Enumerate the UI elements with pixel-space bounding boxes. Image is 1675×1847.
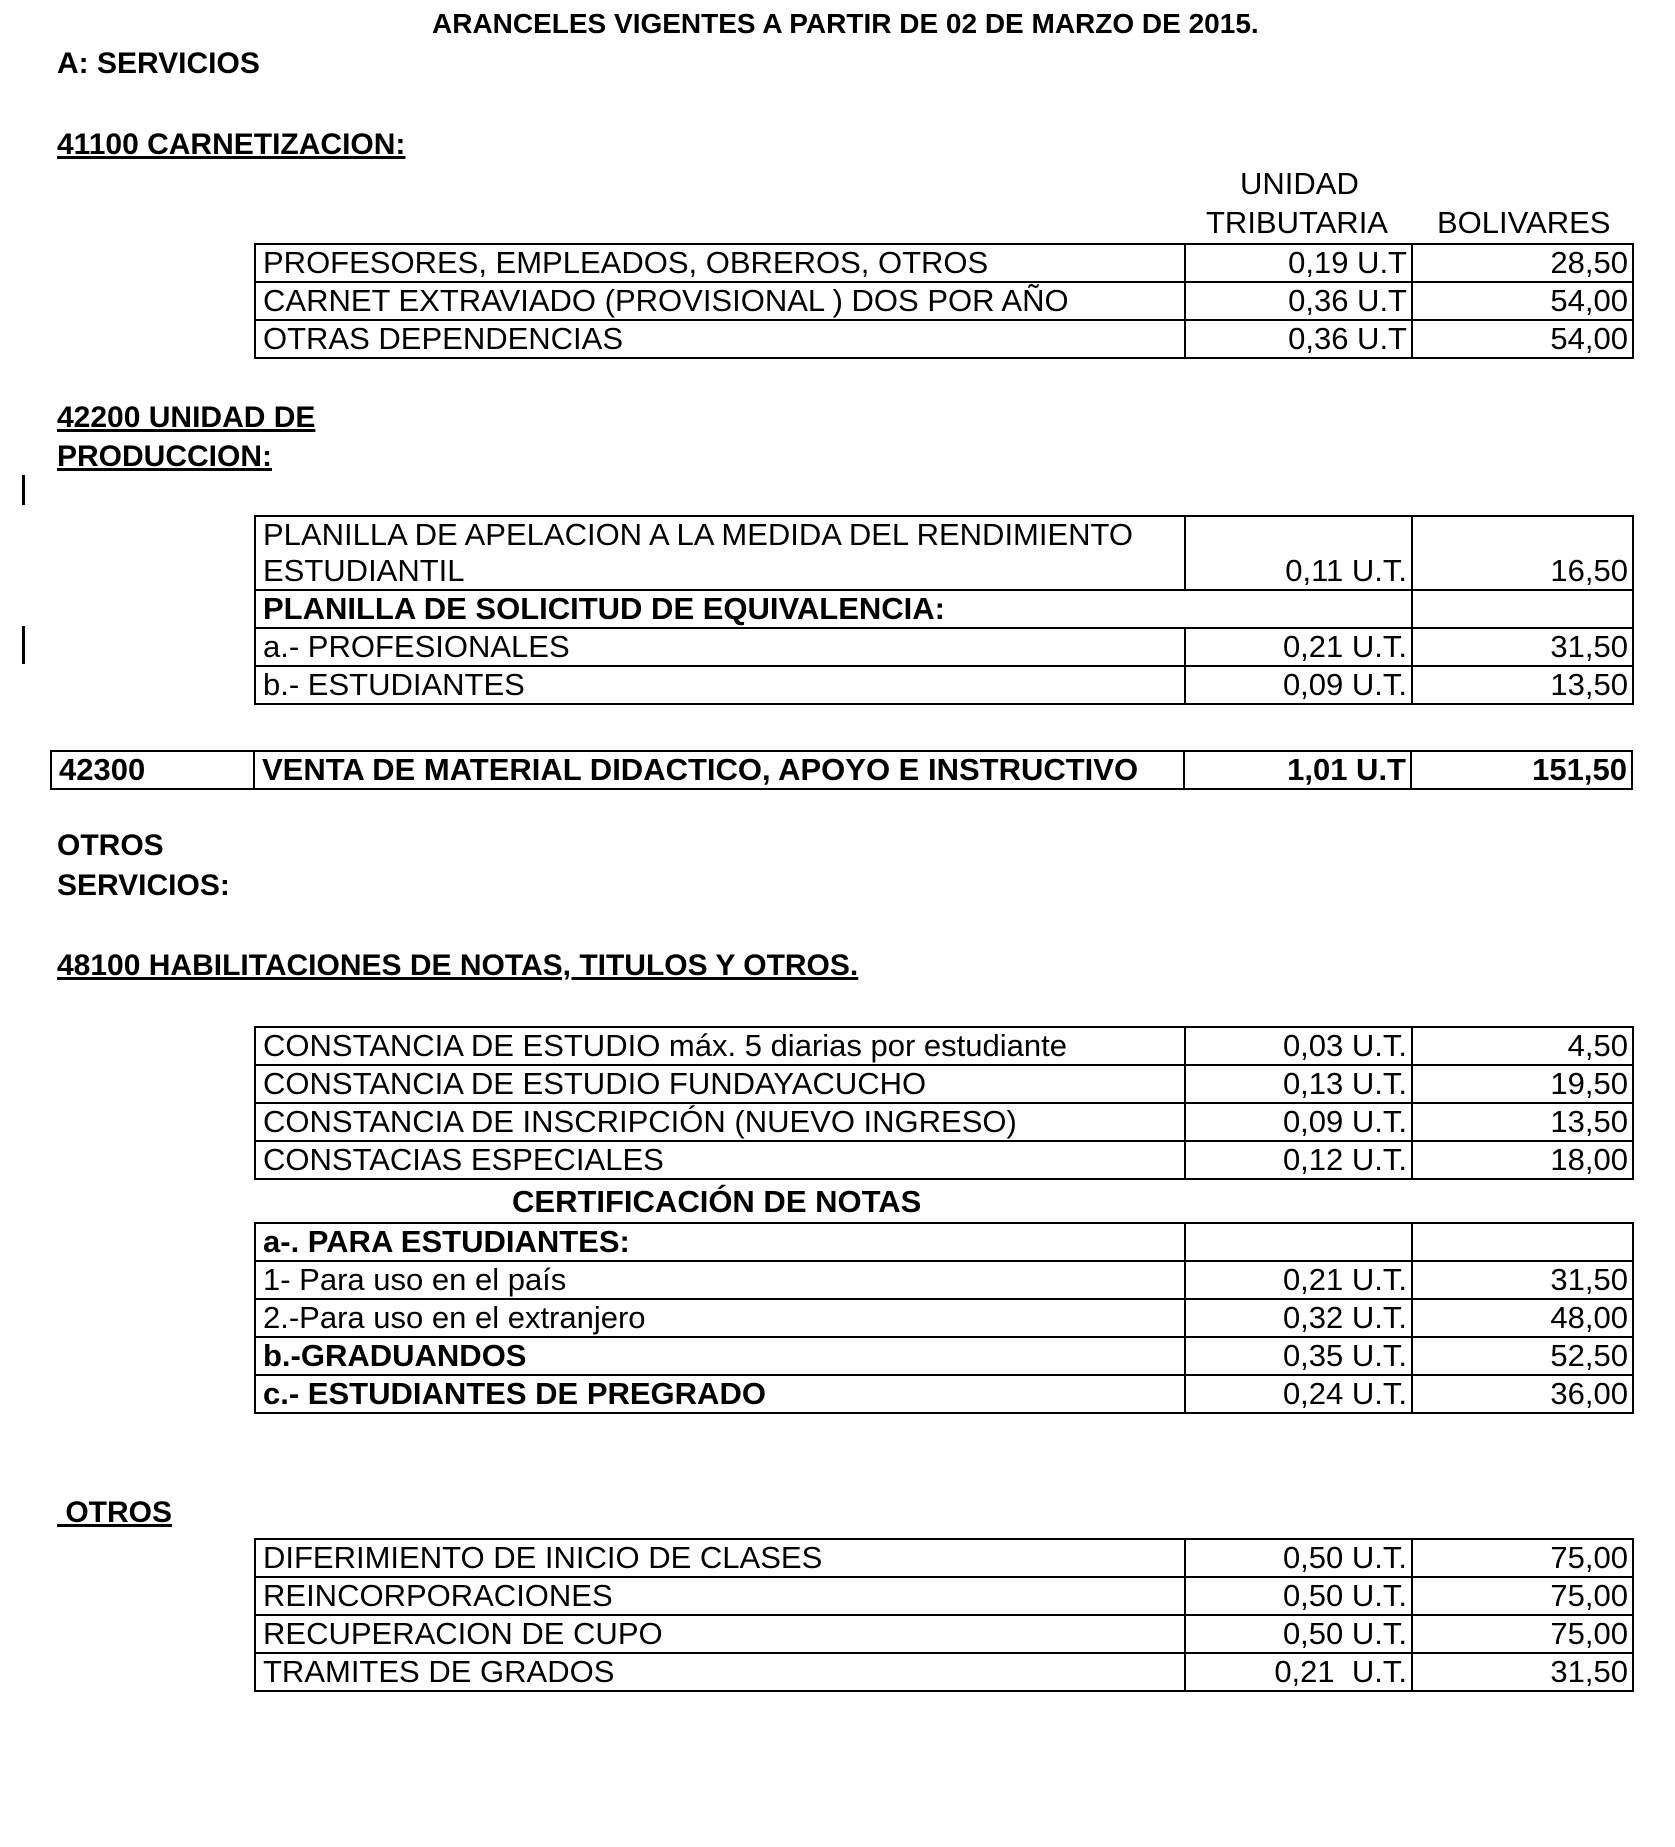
empty-cell <box>1412 1223 1633 1261</box>
empty-cell <box>1185 1223 1412 1261</box>
row-label: CONSTANCIA DE ESTUDIO máx. 5 diarias por estudiante <box>255 1027 1185 1065</box>
row-bs: 19,50 <box>1412 1065 1633 1103</box>
row-ut: 0,50 U.T. <box>1185 1615 1412 1653</box>
table-row <box>255 628 1633 666</box>
row-ut: 0,21 U.T. <box>1185 1653 1412 1691</box>
row-label: RECUPERACION DE CUPO <box>255 1615 1185 1653</box>
column-header-unidad: UNIDAD <box>1240 166 1359 201</box>
table-row <box>255 244 1633 282</box>
table-row <box>255 666 1633 704</box>
table-row <box>255 1577 1633 1615</box>
row-bs: 4,50 <box>1412 1027 1633 1065</box>
row-label: CONSTACIAS ESPECIALES <box>255 1141 1185 1179</box>
column-header-bolivares: BOLIVARES <box>1437 205 1611 240</box>
material-bs: 151,50 <box>1411 751 1632 789</box>
table-row <box>255 1027 1633 1065</box>
otros-servicios-line2: SERVICIOS: <box>57 869 230 902</box>
otros-table <box>254 1538 1634 1692</box>
row-bs: 31,50 <box>1412 1653 1633 1691</box>
row-label: c.- ESTUDIANTES DE PREGRADO <box>255 1375 1185 1413</box>
table-row <box>255 516 1633 590</box>
row-ut: 0,09 U.T. <box>1185 666 1412 704</box>
table-row <box>255 1103 1633 1141</box>
row-ut: 0,11 U.T. <box>1185 516 1412 590</box>
row-label: CARNET EXTRAVIADO (PROVISIONAL ) DOS POR AÑO <box>255 282 1185 320</box>
table-row <box>255 1615 1633 1653</box>
scan-mark <box>22 475 25 505</box>
row-label: b.-GRADUANDOS <box>255 1337 1185 1375</box>
row-label: b.- ESTUDIANTES <box>255 666 1185 704</box>
table-row <box>255 1299 1633 1337</box>
otros-servicios-line1: OTROS <box>57 829 164 862</box>
row-ut: 0,35 U.T. <box>1185 1337 1412 1375</box>
row-ut: 0,32 U.T. <box>1185 1299 1412 1337</box>
row-bs: 28,50 <box>1412 244 1633 282</box>
table-row <box>255 1261 1633 1299</box>
table-row <box>255 1065 1633 1103</box>
section-a-heading: A: SERVICIOS <box>57 47 260 80</box>
column-header-tributaria: TRIBUTARIA <box>1206 205 1388 240</box>
row-bs: 75,00 <box>1412 1539 1633 1577</box>
produccion-heading-line1: 42200 UNIDAD DE <box>57 401 316 434</box>
table-row <box>255 320 1633 358</box>
row-ut: 0,12 U.T. <box>1185 1141 1412 1179</box>
row-ut: 0,09 U.T. <box>1185 1103 1412 1141</box>
row-label: a.- PROFESIONALES <box>255 628 1185 666</box>
carnetizacion-heading: 41100 CARNETIZACION: <box>57 128 406 161</box>
row-bs: 48,00 <box>1412 1299 1633 1337</box>
produccion-table <box>254 515 1634 705</box>
produccion-heading-line2: PRODUCCION: <box>57 440 272 473</box>
row-ut: 0,19 U.T <box>1185 244 1412 282</box>
equivalencia-label: PLANILLA DE SOLICITUD DE EQUIVALENCIA: <box>255 590 1185 628</box>
row-label: PROFESORES, EMPLEADOS, OBREROS, OTROS <box>255 244 1185 282</box>
row-ut: 0,24 U.T. <box>1185 1375 1412 1413</box>
row-ut: 0,21 U.T. <box>1185 628 1412 666</box>
row-label: DIFERIMIENTO DE INICIO DE CLASES <box>255 1539 1185 1577</box>
page-title: ARANCELES VIGENTES A PARTIR DE 02 DE MARZO DE 2015. <box>432 8 1259 39</box>
row-label: CONSTANCIA DE INSCRIPCIÓN (NUEVO INGRESO) <box>255 1103 1185 1141</box>
row-ut: 0,03 U.T. <box>1185 1027 1412 1065</box>
apelacion-line2: ESTUDIANTIL <box>263 553 465 588</box>
material-label: VENTA DE MATERIAL DIDACTICO, APOYO E INSTRUCTIVO <box>254 751 1184 789</box>
row-bs: 75,00 <box>1412 1615 1633 1653</box>
row-bs: 52,50 <box>1412 1337 1633 1375</box>
row-bs: 18,00 <box>1412 1141 1633 1179</box>
scan-mark <box>22 626 25 664</box>
row-bs: 54,00 <box>1412 320 1633 358</box>
material-ut: 1,01 U.T <box>1184 751 1411 789</box>
material-table <box>50 750 1633 790</box>
row-ut: 0,21 U.T. <box>1185 1261 1412 1299</box>
row-label: OTRAS DEPENDENCIAS <box>255 320 1185 358</box>
table-row <box>255 1539 1633 1577</box>
certificacion-heading: CERTIFICACIÓN DE NOTAS <box>512 1184 922 1219</box>
row-ut: 0,36 U.T <box>1185 282 1412 320</box>
row-bs: 36,00 <box>1412 1375 1633 1413</box>
row-bs: 31,50 <box>1412 628 1633 666</box>
row-bs: 54,00 <box>1412 282 1633 320</box>
empty-cell <box>1185 590 1412 628</box>
carnetizacion-rows <box>255 244 1633 358</box>
table-row <box>255 1141 1633 1179</box>
row-bs: 16,50 <box>1412 516 1633 590</box>
material-code: 42300 <box>51 751 254 789</box>
table-row <box>255 1223 1633 1261</box>
row-label: CONSTANCIA DE ESTUDIO FUNDAYACUCHO <box>255 1065 1185 1103</box>
row-bs: 75,00 <box>1412 1577 1633 1615</box>
row-ut: 0,13 U.T. <box>1185 1065 1412 1103</box>
otros-heading: OTROS <box>57 1496 173 1529</box>
carnetizacion-table <box>254 243 1634 359</box>
certificacion-table <box>254 1222 1634 1414</box>
table-row <box>255 1337 1633 1375</box>
table-row <box>255 590 1633 628</box>
row-ut: 0,50 U.T. <box>1185 1577 1412 1615</box>
table-row <box>255 1375 1633 1413</box>
table-row <box>51 751 1632 789</box>
row-label: 1- Para uso en el país <box>255 1261 1185 1299</box>
apelacion-line1: PLANILLA DE APELACION A LA MEDIDA DEL RENDIMIENTO <box>263 517 1134 552</box>
row-bs: 31,50 <box>1412 1261 1633 1299</box>
table-row <box>255 282 1633 320</box>
para-estudiantes-label: a-. PARA ESTUDIANTES: <box>255 1223 1185 1261</box>
empty-cell <box>1412 590 1633 628</box>
row-label <box>255 516 1185 590</box>
row-ut: 0,50 U.T. <box>1185 1539 1412 1577</box>
row-bs: 13,50 <box>1412 1103 1633 1141</box>
row-ut: 0,36 U.T <box>1185 320 1412 358</box>
habilitaciones-table <box>254 1026 1634 1180</box>
row-label: TRAMITES DE GRADOS <box>255 1653 1185 1691</box>
habilitaciones-heading: 48100 HABILITACIONES DE NOTAS, TITULOS Y OTROS. <box>57 949 859 982</box>
table-row <box>255 1653 1633 1691</box>
row-label: 2.-Para uso en el extranjero <box>255 1299 1185 1337</box>
row-bs: 13,50 <box>1412 666 1633 704</box>
row-label: REINCORPORACIONES <box>255 1577 1185 1615</box>
